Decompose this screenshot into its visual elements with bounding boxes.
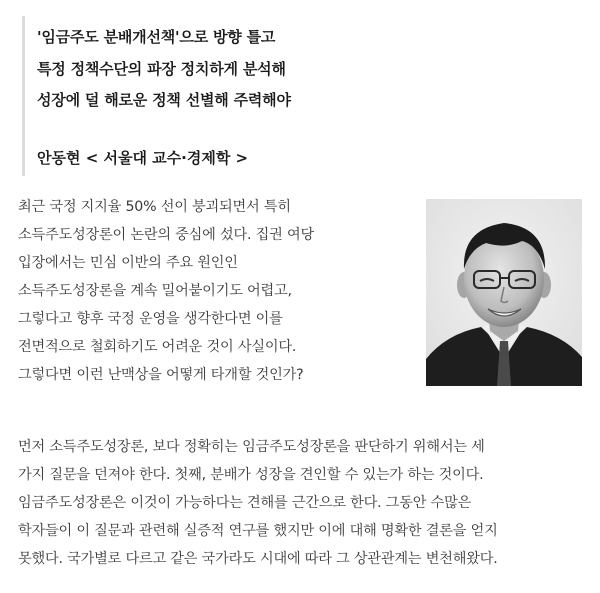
paragraph-line: 학자들이 이 질문과 관련해 실증적 연구를 했지만 이에 대해 명확한 결론을 얻지 [18,523,498,539]
paragraph-line: 전면적으로 철회하기도 어려운 것이 사실이다. [18,339,297,355]
paragraph-line: 그렇다고 향후 국정 운영을 생각한다면 이를 [18,311,283,327]
author-portrait-photo [426,199,582,386]
portrait-illustration [426,199,582,386]
author-byline: 안동현 < 서울대 교수·경제학 > [37,149,249,167]
article-summary-box [22,16,585,176]
paragraph-line: 못했다. 국가별로 다르고 같은 국가라도 시대에 따라 그 상관관계는 변천해왔다. [18,551,498,567]
summary-headline-3: 성장에 덜 해로운 정책 선별해 주력해야 [37,91,291,109]
paragraph-line: 입장에서는 민심 이반의 주요 원인인 [18,255,238,271]
article-paragraph-2 [18,433,498,573]
paragraph-line: 최근 국정 지지율 50% 선이 붕괴되면서 특히 [18,199,291,215]
paragraph-line: 소득주도성장론이 논란의 중심에 섰다. 집권 여당 [18,227,314,243]
paragraph-line: 소득주도성장론을 계속 밀어붙이기도 어렵고, [18,283,292,299]
paragraph-line: 그렇다면 이런 난맥상을 어떻게 타개할 것인가? [18,367,304,383]
summary-headline-1: '임금주도 분배개선책'으로 방향 틀고 [37,28,276,46]
paragraph-line: 먼저 소득주도성장론, 보다 정확히는 임금주도성장론을 판단하기 위해서는 세 [18,439,485,455]
paragraph-line: 가지 질문을 던져야 한다. 첫째, 분배가 성장을 견인할 수 있는가 하는 것이다. [18,467,484,483]
article-paragraph-1 [18,193,314,389]
summary-headline-2: 특정 정책수단의 파장 정치하게 분석해 [37,60,286,78]
paragraph-line: 임금주도성장론은 이것이 가능하다는 견해를 근간으로 한다. 그동안 수많은 [18,495,472,511]
